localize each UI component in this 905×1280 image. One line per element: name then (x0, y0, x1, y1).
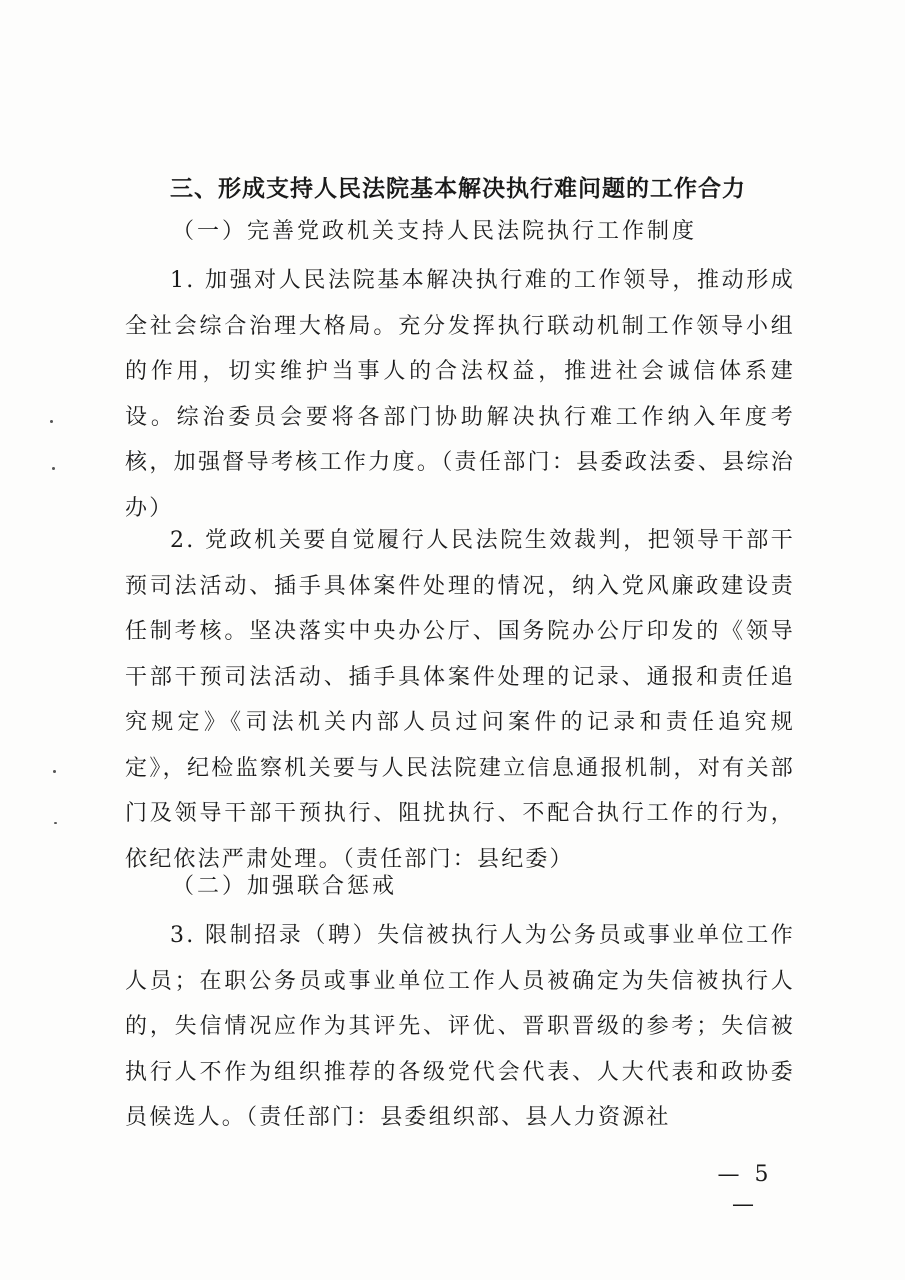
subsection-heading-2: （二）加强联合惩戒 (172, 874, 398, 899)
paragraph-1: 1. 加强对人民法院基本解决执行难的工作领导，推动形成全社会综合治理大格局。充分发挥执行联动机制工作领导小组的作用，切实维护当事人的合法权益，推进社会诚信体系建设。综治委员会要将各部门协助解决执行难工作纳入年度考核，加强督导考核工作力度。（责任部门：县委政法委、县综治办） (125, 268, 795, 521)
section-heading: 三、形成支持人民法院基本解决执行难问题的工作合力 (170, 176, 746, 202)
paragraph-2: 2. 党政机关要自觉履行人民法院生效裁判，把领导干部干预司法活动、插手具体案件处理的情况，纳入党风廉政建设责任制考核。坚决落实中央办公厅、国务院办公厅印发的《领导干部干预司法活动、插手具体案件处理的记录、通报和责任追究规定》《司法机关内部人员过问案件的记录和责任追究规定》，纪检监察机关要与人民法院建立信息通报机制，对有关部门及领导干部干预执行、阻扰执行、不配合执行工作的行为，依纪依法严肃处理。（责任部门：县纪委） (125, 528, 795, 872)
scan-speck (53, 770, 56, 773)
scan-speck (54, 822, 57, 824)
scan-speck (52, 467, 55, 470)
page-number: — 5 — (717, 1162, 773, 1217)
scan-speck (50, 420, 53, 423)
paragraph-3: 3. 限制招录（聘）失信被执行人为公务员或事业单位工作人员；在职公务员或事业单位工作人员被确定为失信被执行人的，失信情况应作为其评先、评优、晋职晋级的参考；失信被执行人不作为组织推荐的各级党代会代表、人大代表和政协委员候选人。（责任部门：县委组织部、县人力资源社 (125, 923, 795, 1130)
subsection-heading-1: （一）完善党政机关支持人民法院执行工作制度 (172, 219, 698, 244)
